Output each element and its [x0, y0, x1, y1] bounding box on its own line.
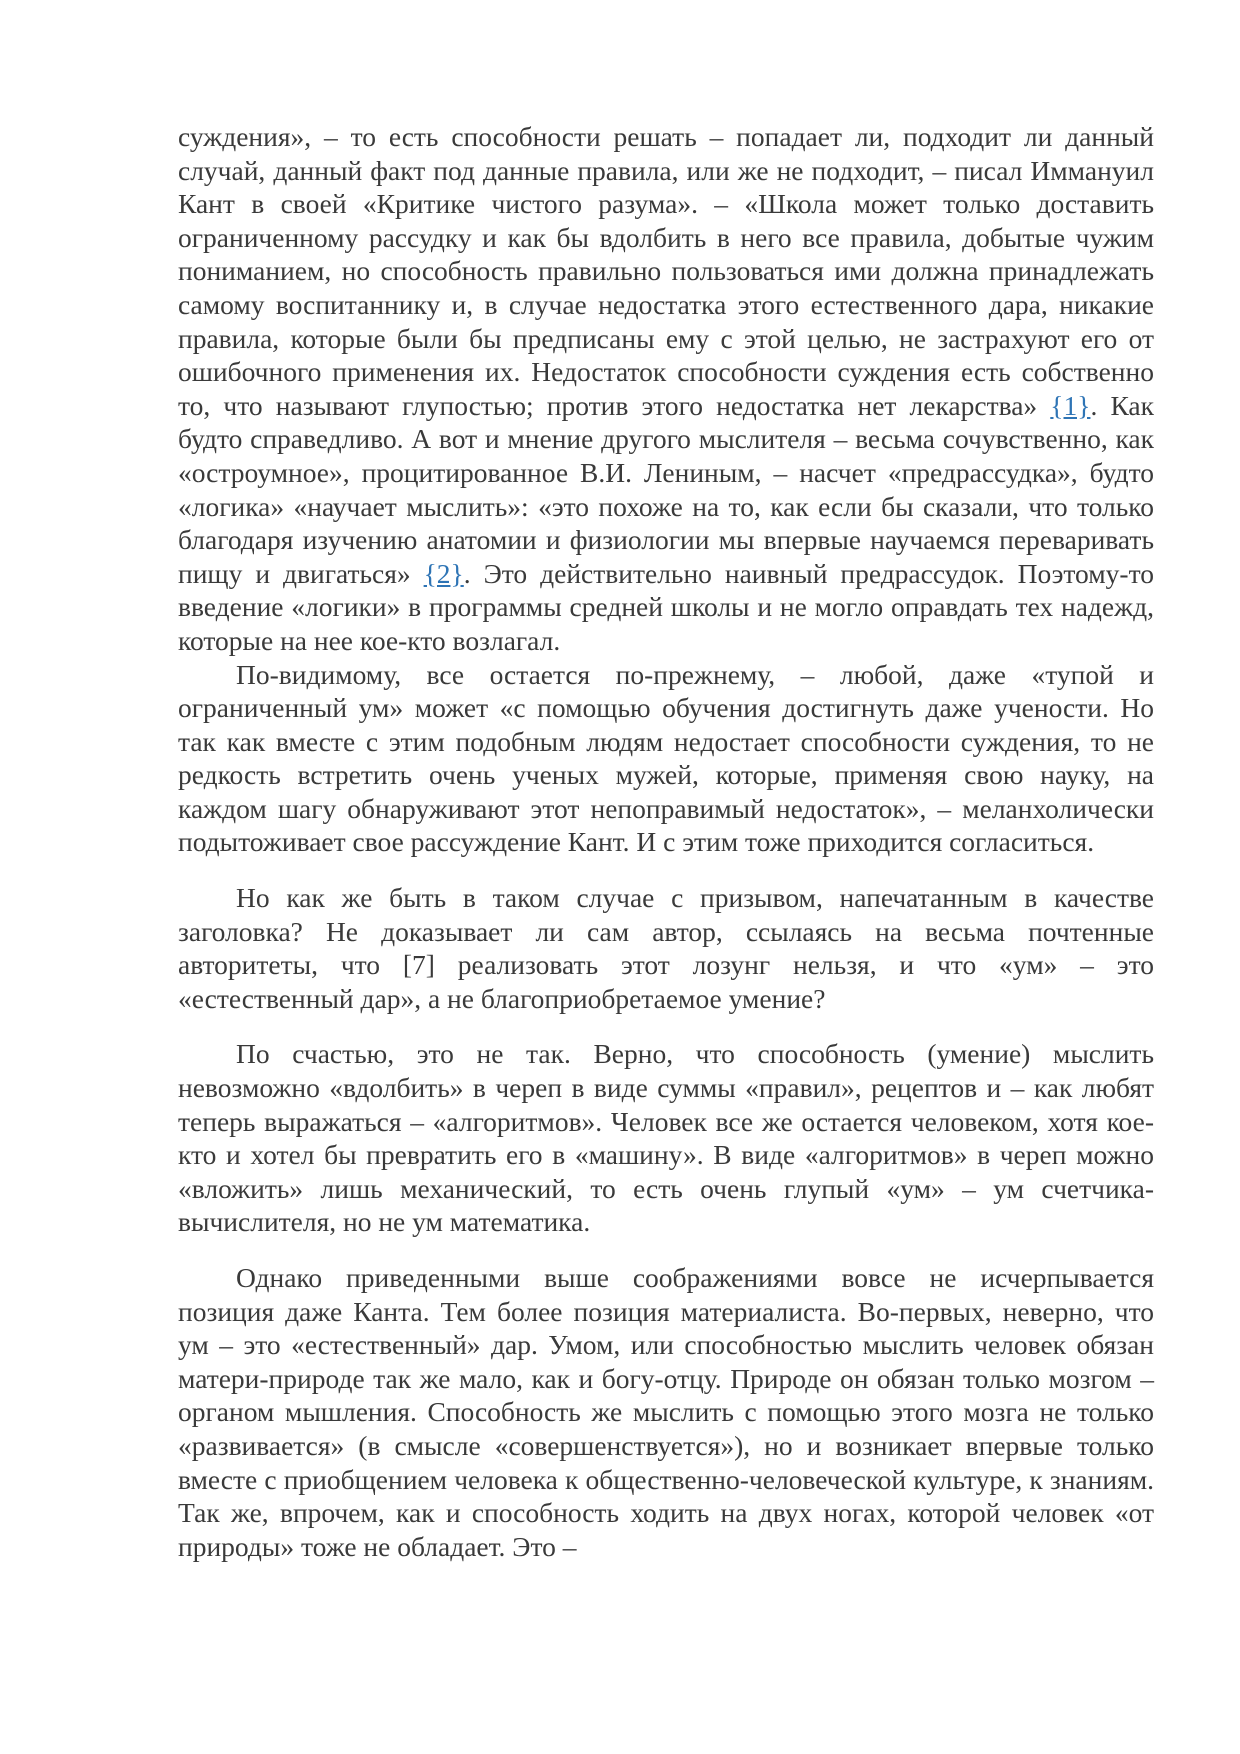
document-page [178, 120, 1154, 1563]
footnote-link-1[interactable]: {1} [1050, 389, 1091, 421]
paragraph-1 [178, 120, 1154, 658]
paragraph-3: Но как же быть в таком случае с призывом, напечатанным в качестве заголовка? Не доказывает ли сам автор, ссылаясь на весьма почтенные авторитеты, что [7] реализовать этот лозунг нельзя, и что «ум» – это «естественный дар», а не благоприобретаемое умение? [178, 882, 1154, 1014]
paragraph-1-text-c: . Это действительно наивный предрассудок. Поэтому-то введение «логики» в программы средней школы и не могло оправдать тех надежд, которые на нее кое-кто возлагал. [178, 557, 1154, 656]
paragraph-2: По-видимому, все остается по-прежнему, – любой, даже «тупой и ограниченный ум» может «с помощью обучения достигнуть даже учености. Но так как вместе с этим подобным людям недостает способности суждения, то не редкость встретить очень ученых мужей, которые, применяя свою науку, на каждом шагу обнаруживают этот непоправимый недостаток», – меланхолически подытоживает свое рассуждение Кант. И с этим тоже приходится согласиться. [178, 658, 1154, 858]
paragraph-5: Однако приведенными выше соображениями вовсе не исчерпывается позиция даже Канта. Тем более позиция материалиста. Во-первых, неверно, что ум – это «естественный» дар. Умом, или способностью мыслить человек обязан матери-природе так же мало, как и богу-отцу. Природе он обязан только мозгом – органом мышления. Способность же мыслить с помощью этого мозга не только «развивается» (в смысле «совершенствуется»), но и возникает впервые только вместе с приобщением человека к общественно-человеческой культуре, к знаниям. Так же, впрочем, как и способность ходить на двух ногах, которой человек «от природы» тоже не обладает. Это – [178, 1262, 1154, 1562]
paragraph-4: По счастью, это не так. Верно, что способность (умение) мыслить невозможно «вдолбить» в череп в виде суммы «правил», рецептов и – как любят теперь выражаться – «алгоритмов». Человек все же остается человеком, хотя кое-кто и хотел бы превратить его в «машину». В виде «алгоритмов» в череп можно «вложить» лишь механический, то есть очень глупый «ум» – ум счетчика-вычислителя, но не ум математика. [178, 1038, 1154, 1238]
footnote-link-2[interactable]: {2} [423, 557, 464, 589]
paragraph-1-text-b: . Как будто справедливо. А вот и мнение другого мыслителя – весьма сочувственно, как «остроумное», процитированное В.И. Лениным, – насчет «предрассудка», будто «логика» «научает мыслить»: «это похоже на то, как если бы сказали, что только благодаря изучению анатомии и физиологии мы впервые научаемся переваривать пищу и двигаться» [178, 389, 1154, 589]
paragraph-1-text-a: суждения», – то есть способности решать – попадает ли, подходит ли данный случай, данный факт под данные правила, или же не подходит, – писал Иммануил Кант в своей «Критике чистого разума». – «Школа может только доставить ограниченному рассудку и как бы вдолбить в него все правила, добытые чужим пониманием, но способность правильно пользоваться ими должна принадлежать самому воспитаннику и, в случае недостатка этого естественного дара, никакие правила, которые были бы предписаны ему с этой целью, не застрахуют его от ошибочного применения их. Недостаток способности суждения есть собственно то, что называют глупостью; против этого недостатка нет лекарства» [178, 121, 1154, 421]
